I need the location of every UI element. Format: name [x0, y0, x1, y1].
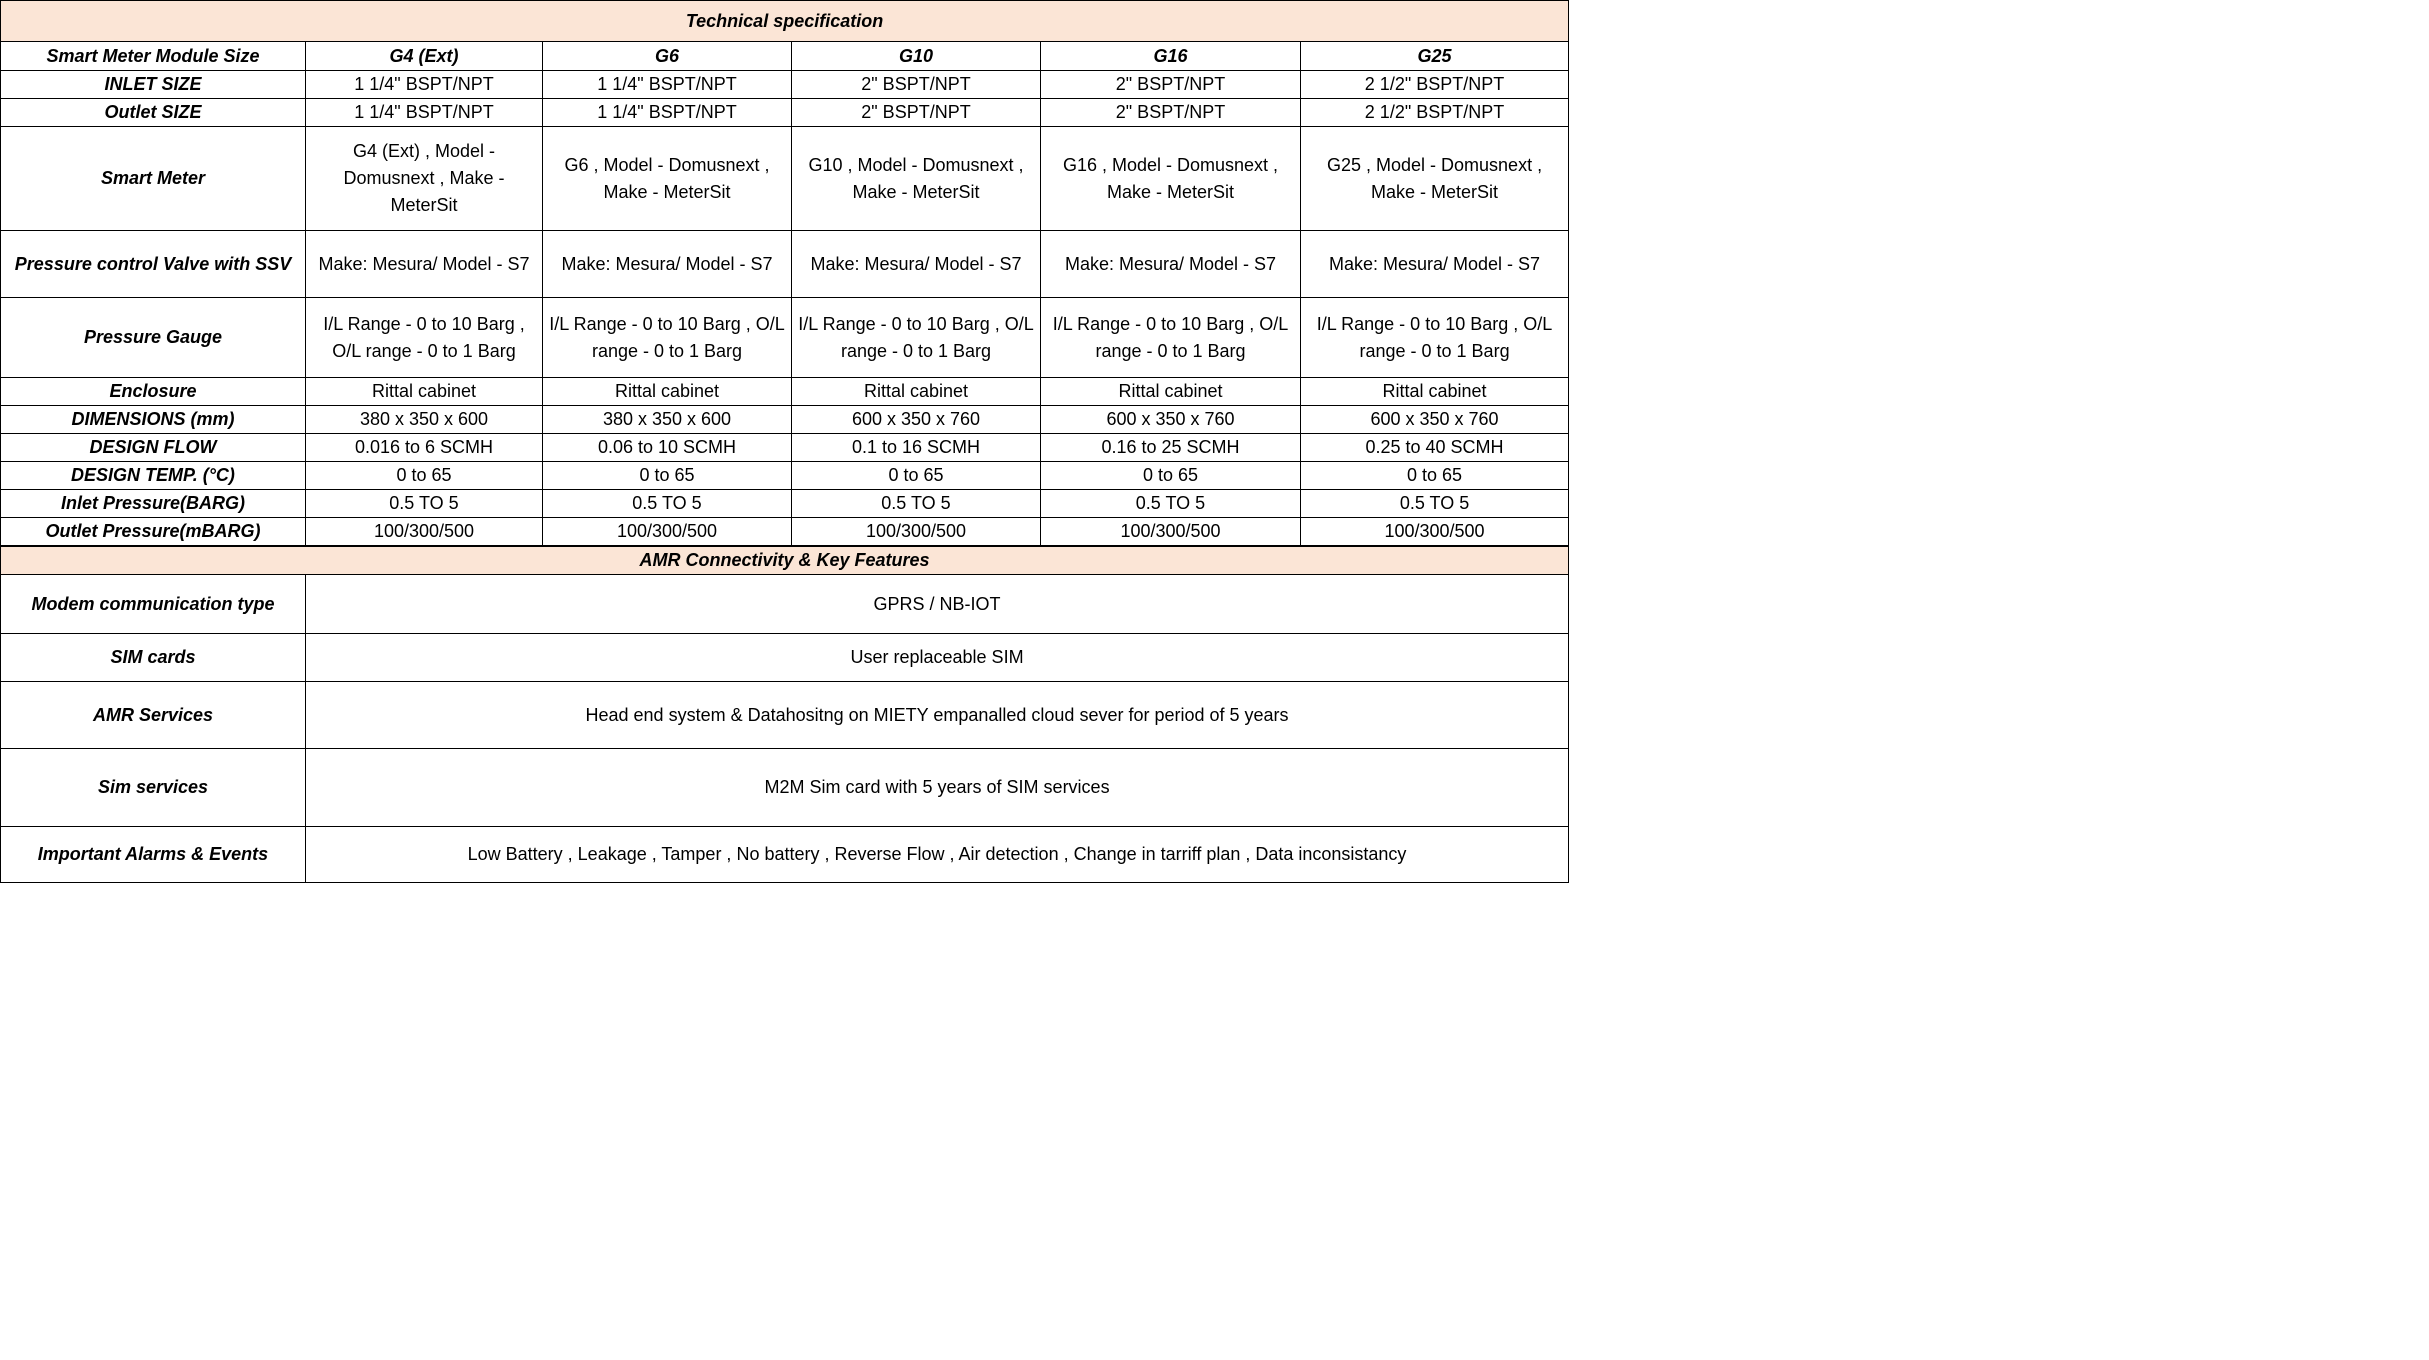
row-label: Enclosure	[1, 378, 306, 406]
spec-row-dimensions	[1, 406, 1569, 434]
spec-row-outlet-pressure	[1, 518, 1569, 547]
spec-cell: Rittal cabinet	[792, 378, 1041, 406]
spec-cell: 100/300/500	[543, 518, 792, 547]
spec-cell: Rittal cabinet	[1041, 378, 1301, 406]
row-label: Outlet SIZE	[1, 99, 306, 127]
row-label: Pressure control Valve with SSV	[1, 231, 306, 298]
row-label: Inlet Pressure(BARG)	[1, 490, 306, 518]
spec-cell: 2" BSPT/NPT	[792, 99, 1041, 127]
spec-cell: Rittal cabinet	[543, 378, 792, 406]
model-header: G10	[792, 42, 1041, 71]
row-label: Outlet Pressure(mBARG)	[1, 518, 306, 547]
row-label: Sim services	[1, 749, 306, 827]
spec-cell: 2" BSPT/NPT	[1041, 71, 1301, 99]
row-label: INLET SIZE	[1, 71, 306, 99]
amr-row-sim-services	[1, 749, 1569, 827]
spec-row-design-flow	[1, 434, 1569, 462]
spec-cell: Make: Mesura/ Model - S7	[1301, 231, 1569, 298]
spec-cell: I/L Range - 0 to 10 Barg , O/L range - 0 to 1 Barg	[543, 298, 792, 378]
spec-cell: Make: Mesura/ Model - S7	[543, 231, 792, 298]
spec-cell: I/L Range - 0 to 10 Barg , O/L range - 0 to 1 Barg	[792, 298, 1041, 378]
specification-table	[0, 0, 1569, 883]
spec-cell: 0.5 TO 5	[543, 490, 792, 518]
spec-cell: I/L Range - 0 to 10 Barg , O/L range - 0 to 1 Barg	[306, 298, 543, 378]
spec-cell: 1 1/4" BSPT/NPT	[306, 71, 543, 99]
model-header-row	[1, 42, 1569, 71]
spec-cell: 0.5 TO 5	[306, 490, 543, 518]
model-header: G4 (Ext)	[306, 42, 543, 71]
spec-cell: 0 to 65	[1301, 462, 1569, 490]
spec-row-enclosure	[1, 378, 1569, 406]
spec-cell: 0 to 65	[306, 462, 543, 490]
spec-cell: 380 x 350 x 600	[306, 406, 543, 434]
model-header: G6	[543, 42, 792, 71]
spec-cell: I/L Range - 0 to 10 Barg , O/L range - 0 to 1 Barg	[1041, 298, 1301, 378]
model-header: G16	[1041, 42, 1301, 71]
spec-cell: Rittal cabinet	[1301, 378, 1569, 406]
spec-cell: 600 x 350 x 760	[1301, 406, 1569, 434]
row-label: DESIGN TEMP. (°C)	[1, 462, 306, 490]
amr-row-modem-communication	[1, 575, 1569, 634]
spec-cell: 0.1 to 16 SCMH	[792, 434, 1041, 462]
amr-value: User replaceable SIM	[306, 634, 1569, 682]
spec-cell: 2 1/2" BSPT/NPT	[1301, 99, 1569, 127]
spec-cell: 0 to 65	[543, 462, 792, 490]
spec-cell: 0 to 65	[792, 462, 1041, 490]
row-label: Smart Meter	[1, 127, 306, 231]
row-label: DESIGN FLOW	[1, 434, 306, 462]
amr-value: M2M Sim card with 5 years of SIM services	[306, 749, 1569, 827]
amr-row-amr-services	[1, 682, 1569, 749]
spec-cell: Make: Mesura/ Model - S7	[792, 231, 1041, 298]
spec-row-pressure-gauge	[1, 298, 1569, 378]
amr-row-alarms-events	[1, 827, 1569, 883]
spec-cell: 100/300/500	[1041, 518, 1301, 547]
spec-cell: G25 , Model - Domusnext , Make - MeterSit	[1301, 127, 1569, 231]
row-label: DIMENSIONS (mm)	[1, 406, 306, 434]
amr-row-sim-cards	[1, 634, 1569, 682]
section-banner-row	[1, 1, 1569, 42]
spec-cell: Make: Mesura/ Model - S7	[1041, 231, 1301, 298]
spec-cell: 100/300/500	[306, 518, 543, 547]
header-label: Smart Meter Module Size	[1, 42, 306, 71]
technical-specification-document	[0, 0, 1568, 878]
spec-row-pressure-control-valve	[1, 231, 1569, 298]
spec-cell: 100/300/500	[1301, 518, 1569, 547]
spec-cell: G10 , Model - Domusnext , Make - MeterSit	[792, 127, 1041, 231]
spec-cell: 1 1/4" BSPT/NPT	[543, 71, 792, 99]
spec-cell: 0.25 to 40 SCMH	[1301, 434, 1569, 462]
amr-value: GPRS / NB-IOT	[306, 575, 1569, 634]
spec-cell: 0.16 to 25 SCMH	[1041, 434, 1301, 462]
section-banner-row	[1, 546, 1569, 575]
spec-cell: 100/300/500	[792, 518, 1041, 547]
spec-cell: Make: Mesura/ Model - S7	[306, 231, 543, 298]
spec-cell: 600 x 350 x 760	[1041, 406, 1301, 434]
spec-row-design-temp	[1, 462, 1569, 490]
model-header: G25	[1301, 42, 1569, 71]
spec-cell: 1 1/4" BSPT/NPT	[543, 99, 792, 127]
spec-cell: 0.5 TO 5	[792, 490, 1041, 518]
spec-cell: 2" BSPT/NPT	[792, 71, 1041, 99]
amr-value: Low Battery , Leakage , Tamper , No battery , Reverse Flow , Air detection , Change in tarriff plan , Data inconsistancy	[306, 827, 1569, 883]
row-label: AMR Services	[1, 682, 306, 749]
spec-row-inlet-size	[1, 71, 1569, 99]
spec-cell: 0.5 TO 5	[1301, 490, 1569, 518]
spec-cell: Rittal cabinet	[306, 378, 543, 406]
row-label: SIM cards	[1, 634, 306, 682]
row-label: Pressure Gauge	[1, 298, 306, 378]
spec-cell: G6 , Model - Domusnext , Make - MeterSit	[543, 127, 792, 231]
row-label: Modem communication type	[1, 575, 306, 634]
row-label: Important Alarms & Events	[1, 827, 306, 883]
spec-row-inlet-pressure	[1, 490, 1569, 518]
spec-cell: I/L Range - 0 to 10 Barg , O/L range - 0 to 1 Barg	[1301, 298, 1569, 378]
spec-cell: 2 1/2" BSPT/NPT	[1301, 71, 1569, 99]
amr-value: Head end system & Datahositng on MIETY empanalled cloud sever for period of 5 years	[306, 682, 1569, 749]
spec-cell: 1 1/4" BSPT/NPT	[306, 99, 543, 127]
section-title-technical-specification: Technical specification	[1, 1, 1569, 42]
spec-row-smart-meter	[1, 127, 1569, 231]
spec-cell: G4 (Ext) , Model - Domusnext , Make - MeterSit	[306, 127, 543, 231]
spec-cell: G16 , Model - Domusnext , Make - MeterSit	[1041, 127, 1301, 231]
spec-cell: 380 x 350 x 600	[543, 406, 792, 434]
spec-cell: 600 x 350 x 760	[792, 406, 1041, 434]
spec-cell: 0.06 to 10 SCMH	[543, 434, 792, 462]
section-title-amr-connectivity: AMR Connectivity & Key Features	[1, 546, 1569, 575]
spec-cell: 0 to 65	[1041, 462, 1301, 490]
spec-row-outlet-size	[1, 99, 1569, 127]
spec-cell: 0.5 TO 5	[1041, 490, 1301, 518]
spec-cell: 2" BSPT/NPT	[1041, 99, 1301, 127]
spec-cell: 0.016 to 6 SCMH	[306, 434, 543, 462]
